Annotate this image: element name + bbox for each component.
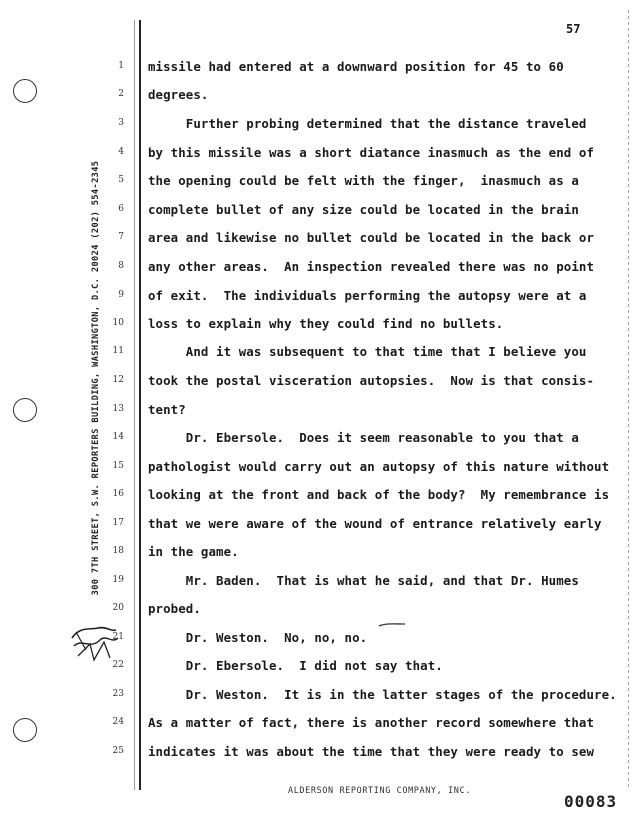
transcript-line: in the game.: [148, 544, 239, 559]
transcript-line: pathologist would carry out an autopsy of this nature without: [148, 459, 610, 474]
line-number: 19: [112, 575, 124, 585]
transcript-line: loss to explain why they could find no bullets.: [148, 316, 504, 331]
transcript-line: Mr. Baden. That is what he said, and that Dr. Humes: [148, 573, 579, 588]
transcript-line: any other areas. An inspection revealed there was no point: [148, 259, 595, 274]
transcript-line: probed.: [148, 601, 201, 616]
transcript-line: Further probing determined that the distance traveled: [148, 116, 587, 131]
line-number: 17: [112, 518, 124, 528]
line-number: 20: [112, 603, 124, 613]
transcript-line: Dr. Weston. No, no, no.: [148, 630, 368, 645]
margin-rule: [139, 20, 141, 790]
right-margin-rule: [628, 10, 629, 790]
line-number: 11: [112, 346, 124, 356]
transcript-line: Dr. Ebersole. Does it seem reasonable to you that a: [148, 430, 579, 445]
transcript-line: degrees.: [148, 87, 209, 102]
line-number: 24: [112, 717, 124, 727]
line-number: 14: [112, 432, 124, 442]
transcript-line: took the postal visceration autopsies. Now is that consis-: [148, 373, 595, 388]
transcript-line: looking at the front and back of the body? My remembrance is: [148, 487, 610, 502]
line-number: 3: [118, 118, 124, 128]
line-number: 16: [112, 489, 124, 499]
margin-rule-inner: [134, 20, 135, 790]
reporter-address-text: 300 7TH STREET, S.W. REPORTERS BUILDING, WASHINGTON, D.C. 20024 (202) 554-2345: [91, 160, 101, 596]
transcript-line: Dr. Ebersole. I did not say that.: [148, 658, 443, 673]
line-number: 12: [112, 375, 124, 385]
line-number: 8: [118, 261, 124, 271]
line-number: 10: [112, 318, 124, 328]
line-number: 2: [118, 89, 124, 99]
line-number: 5: [118, 175, 124, 185]
line-number: 1: [118, 61, 124, 71]
handwritten-scribble-mark: [68, 620, 120, 666]
transcript-line: the opening could be felt with the finger, inasmuch as a: [148, 173, 579, 188]
reporting-company-footer: ALDERSON REPORTING COMPANY, INC.: [288, 786, 471, 796]
transcript-line: And it was subsequent to that time that I believe you: [148, 344, 587, 359]
transcript-line: of exit. The individuals performing the autopsy were at a: [148, 288, 587, 303]
transcript-line: As a matter of fact, there is another record somewhere that: [148, 715, 595, 730]
line-number: 9: [118, 290, 124, 300]
line-number: 25: [112, 746, 124, 756]
line-number: 6: [118, 204, 124, 214]
punch-hole-top: [13, 79, 37, 103]
line-number: 13: [112, 404, 124, 414]
line-number: 4: [118, 147, 124, 157]
bates-number-stamp: 00083: [564, 792, 618, 811]
line-number: 22: [112, 660, 124, 670]
line-number: 23: [112, 689, 124, 699]
transcript-line: indicates it was about the time that they were ready to sew: [148, 744, 595, 759]
punch-hole-middle: [13, 398, 37, 422]
line-number: 15: [112, 461, 124, 471]
transcript-line: Dr. Weston. It is in the latter stages of the procedure.: [148, 687, 617, 702]
transcript-line: complete bullet of any size could be located in the brain: [148, 202, 579, 217]
transcript-line: by this missile was a short diatance inasmuch as the end of: [148, 145, 595, 160]
line-number: 18: [112, 546, 124, 556]
transcript-line: missile had entered at a downward position for 45 to 60: [148, 59, 564, 74]
transcript-line: that we were aware of the wound of entrance relatively early: [148, 516, 602, 531]
transcript-line: tent?: [148, 402, 186, 417]
page-number: 57: [566, 22, 581, 36]
punch-hole-bottom: [13, 718, 37, 742]
transcript-line: area and likewise no bullet could be located in the back or: [148, 230, 595, 245]
line-number: 7: [118, 232, 124, 242]
pen-dash-mark: [378, 622, 406, 628]
line-number: 21: [112, 632, 124, 642]
